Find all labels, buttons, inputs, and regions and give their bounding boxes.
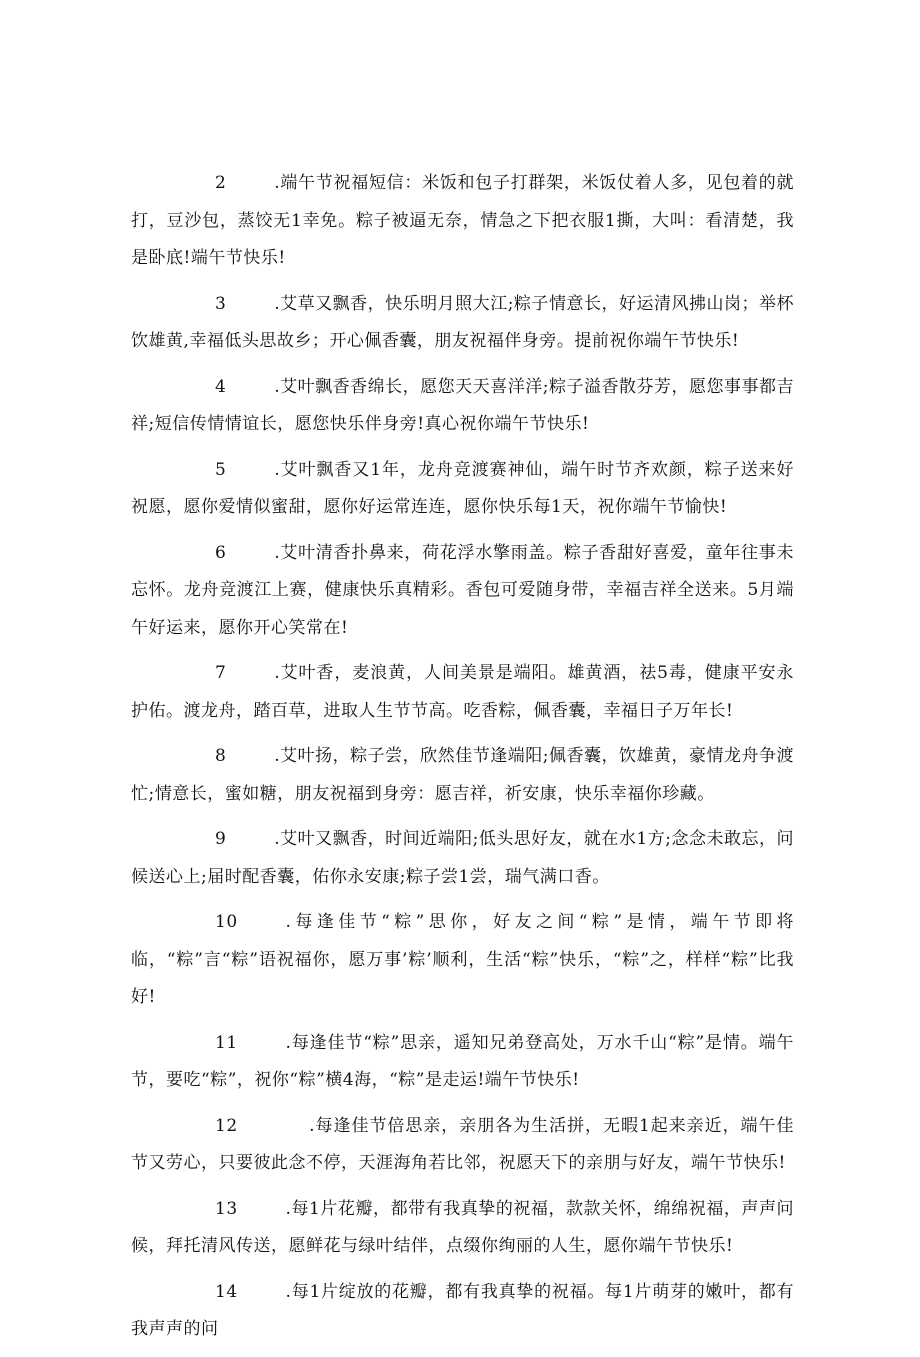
paragraph-separator: . [279, 1281, 292, 1302]
paragraph-number: 11 [215, 1032, 238, 1053]
paragraph-separator: . [268, 663, 281, 683]
paragraph-number: 4 [215, 376, 227, 397]
paragraph-text: 艾叶又飘香，时间近端阳;低头思好友，就在水1方;念念未敢忘，问候送心上;届时配香囊，佑你永安康;粽子尝1尝，瑞气满口香。 [131, 829, 794, 887]
paragraph-number: 10 [215, 912, 238, 932]
paragraph-separator: . [268, 173, 281, 193]
paragraph-text: 艾叶飘香香绵长，愿您天天喜洋洋;粽子溢香散芬芳，愿您事事都吉祥;短信传情情谊长，愿您快乐伴身旁!真心祝你端午节快乐! [131, 376, 794, 434]
paragraph-13 [131, 1191, 794, 1266]
paragraph-number: 5 [215, 459, 227, 480]
paragraph-separator: . [268, 829, 281, 849]
paragraph-number: 9 [215, 829, 227, 849]
paragraph-number: 8 [215, 746, 227, 766]
paragraph-6 [131, 535, 794, 648]
paragraph-number: 7 [215, 663, 227, 683]
paragraph-text: 艾叶清香扑鼻来，荷花浮水擎雨盖。粽子香甜好喜爱，童年往事未忘怀。龙舟竞渡江上赛，健康快乐真精彩。香包可爱随身带，幸福吉祥全送来。5月端午好运来，愿你开心笑常在! [131, 542, 794, 638]
paragraph-2 [131, 165, 794, 278]
paragraph-text: 艾叶飘香又1年，龙舟竞渡赛神仙，端午时节齐欢颜，粽子送来好祝愿，愿你爱情似蜜甜，愿你好运常连连，愿你快乐每1天，祝你端午节愉快! [131, 459, 794, 517]
paragraph-text: 艾叶香，麦浪黄，人间美景是端阳。雄黄酒，祛5毒，健康平安永护佑。渡龙舟，踏百草，进取人生节节高。吃香粽，佩香囊，幸福日子万年长! [131, 663, 794, 721]
paragraph-text: 每逢佳节“粽”思亲，遥知兄弟登高处，万水千山“粽”是情。端午节，要吃“粽”，祝你“粽”横4海，“粽”是走运!端午节快乐! [131, 1032, 794, 1090]
paragraph-separator: . [268, 746, 281, 766]
paragraph-text: 每逢佳节“粽”思你，好友之间“粽”是情，端午节即将临，“粽”言“粽”语祝福你，愿万事’粽’顺利，生活“粽”快乐，“粽”之，样样“粽”比我好! [131, 912, 794, 1007]
paragraph-14 [131, 1274, 794, 1349]
paragraph-10 [131, 904, 794, 1017]
paragraph-11 [131, 1025, 794, 1100]
paragraph-separator: . [279, 1032, 292, 1053]
paragraph-separator: . [268, 542, 281, 563]
paragraph-12 [131, 1108, 794, 1183]
paragraph-separator: . [279, 912, 292, 932]
paragraph-number: 2 [215, 173, 227, 193]
paragraph-8 [131, 738, 794, 813]
paragraph-number: 14 [215, 1281, 238, 1302]
paragraph-text: 每1片绽放的花瓣，都有我真挚的祝福。每1片萌芽的嫩叶，都有我声声的问 [131, 1281, 794, 1339]
paragraph-number: 12 [215, 1115, 238, 1136]
paragraph-text: 每1片花瓣，都带有我真挚的祝福，款款关怀，绵绵祝福，声声问候，拜托清风传送，愿鲜花与绿叶结伴，点缀你绚丽的人生，愿你端午节快乐! [131, 1198, 794, 1256]
paragraph-separator: . [268, 376, 281, 397]
paragraph-separator: . [279, 1198, 292, 1219]
paragraph-9 [131, 821, 794, 896]
paragraph-text: 艾叶扬，粽子尝，欣然佳节逢端阳;佩香囊，饮雄黄，豪情龙舟争渡忙;情意长，蜜如糖，朋友祝福到身旁：愿吉祥，祈安康，快乐幸福你珍藏。 [131, 746, 794, 804]
paragraph-number: 13 [215, 1198, 238, 1219]
paragraph-text: 艾草又飘香，快乐明月照大江;粽子情意长，好运清风拂山岗；举杯饮雄黄,幸福低头思故乡；开心佩香囊，朋友祝福伴身旁。提前祝你端午节快乐! [131, 293, 794, 351]
paragraph-7 [131, 655, 794, 730]
paragraph-5 [131, 452, 794, 527]
paragraph-text: 端午节祝福短信：米饭和包子打群架，米饭仗着人多，见包着的就打，豆沙包，蒸饺无1幸免。粽子被逼无奈，情急之下把衣服1撕，大叫：看清楚，我是卧底!端午节快乐! [131, 173, 794, 268]
paragraph-3 [131, 286, 794, 361]
paragraph-text: 每逢佳节倍思亲，亲朋各为生活拼，无暇1起来亲近，端午佳节又劳心，只要彼此念不停，天涯海角若比邻，祝愿天下的亲朋与好友，端午节快乐! [131, 1115, 794, 1173]
paragraph-separator: . [268, 459, 281, 480]
document-body [131, 165, 794, 1357]
paragraph-separator: . [268, 293, 281, 314]
paragraph-number: 3 [215, 293, 227, 314]
paragraph-separator: . [279, 1115, 316, 1136]
paragraph-number: 6 [215, 542, 227, 563]
paragraph-4 [131, 369, 794, 444]
